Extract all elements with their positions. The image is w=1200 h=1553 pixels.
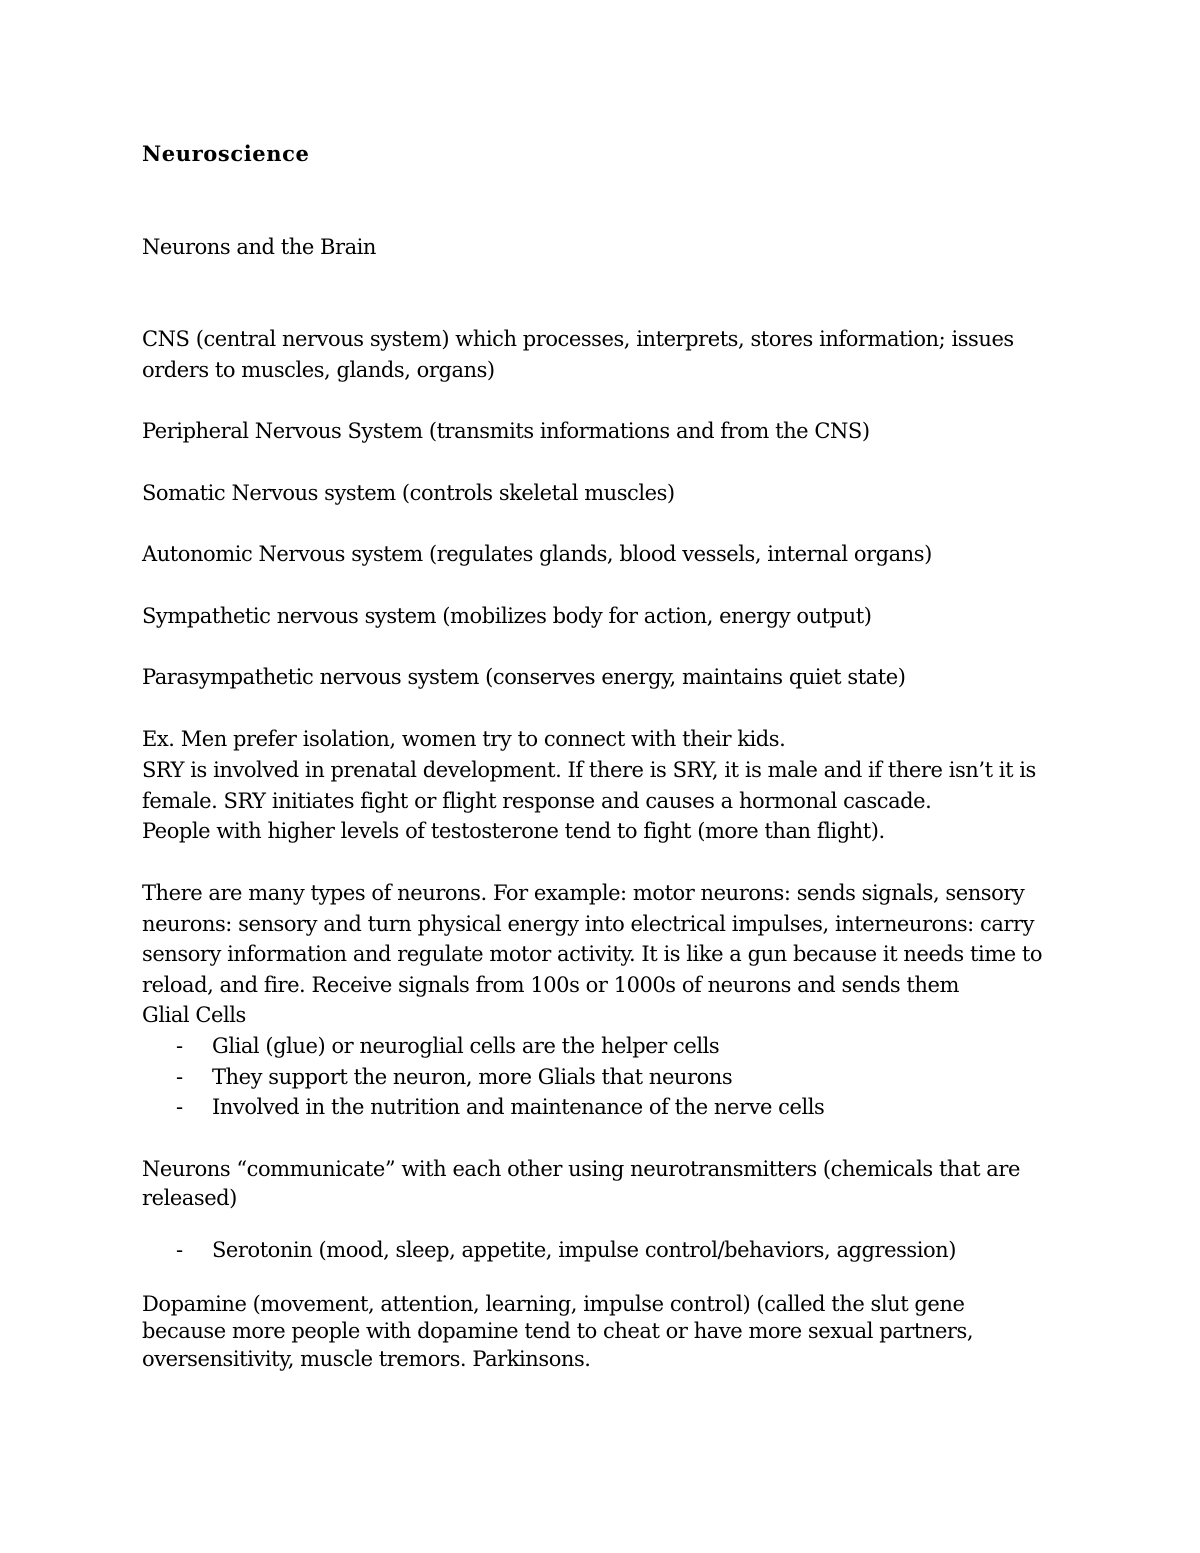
somatic-paragraph: Somatic Nervous system (controls skeletal muscles): [142, 481, 675, 505]
dopamine-line-1: Dopamine (movement, attention, learning, impulse control) (called the slut gene: [142, 1292, 965, 1316]
glial-bullet-2: They support the neuron, more Glials that neurons: [212, 1065, 733, 1089]
bullet-marker: -: [176, 1095, 183, 1119]
example-line-1: Ex. Men prefer isolation, women try to connect with their kids.: [142, 727, 786, 751]
dopamine-line-3: oversensitivity, muscle tremors. Parkinsons.: [142, 1347, 591, 1371]
parasympathetic-paragraph: Parasympathetic nervous system (conserves energy, maintains quiet state): [142, 665, 906, 689]
autonomic-paragraph: Autonomic Nervous system (regulates glands, blood vessels, internal organs): [142, 542, 932, 566]
pns-paragraph: Peripheral Nervous System (transmits informations and from the CNS): [142, 419, 870, 443]
bullet-marker: -: [176, 1238, 183, 1262]
serotonin-bullet: Serotonin (mood, sleep, appetite, impulse control/behaviors, aggression): [212, 1238, 956, 1262]
document-title: Neuroscience: [142, 141, 310, 166]
dopamine-line-2: because more people with dopamine tend to cheat or have more sexual partners,: [142, 1319, 974, 1343]
neurotransmitters-line-2: released): [142, 1186, 237, 1210]
bullet-marker: -: [176, 1065, 183, 1089]
neuron-types-line-1: There are many types of neurons. For example: motor neurons: sends signals, sensory: [142, 881, 1025, 905]
bullet-marker: -: [176, 1034, 183, 1058]
neuron-types-line-2: neurons: sensory and turn physical energy into electrical impulses, interneurons: carry: [142, 912, 1034, 936]
cns-line-2: orders to muscles, glands, organs): [142, 358, 495, 382]
glial-bullet-3: Involved in the nutrition and maintenance of the nerve cells: [212, 1095, 825, 1119]
sympathetic-paragraph: Sympathetic nervous system (mobilizes body for action, energy output): [142, 604, 872, 628]
neurotransmitters-line-1: Neurons “communicate” with each other using neurotransmitters (chemicals that are: [142, 1157, 1020, 1181]
section-heading: Neurons and the Brain: [142, 235, 376, 259]
cns-line-1: CNS (central nervous system) which processes, interprets, stores information; issues: [142, 327, 1014, 351]
glial-heading: Glial Cells: [142, 1003, 246, 1027]
glial-bullet-1: Glial (glue) or neuroglial cells are the helper cells: [212, 1034, 720, 1058]
example-line-2: SRY is involved in prenatal development. If there is SRY, it is male and if there isn’t it is: [142, 758, 1036, 782]
neuron-types-line-4: reload, and fire. Receive signals from 100s or 1000s of neurons and sends them: [142, 973, 959, 997]
example-line-3: female. SRY initiates fight or flight response and causes a hormonal cascade.: [142, 789, 932, 813]
example-line-4: People with higher levels of testosterone tend to fight (more than flight).: [142, 819, 885, 843]
neuron-types-line-3: sensory information and regulate motor activity. It is like a gun because it needs time to: [142, 942, 1043, 966]
